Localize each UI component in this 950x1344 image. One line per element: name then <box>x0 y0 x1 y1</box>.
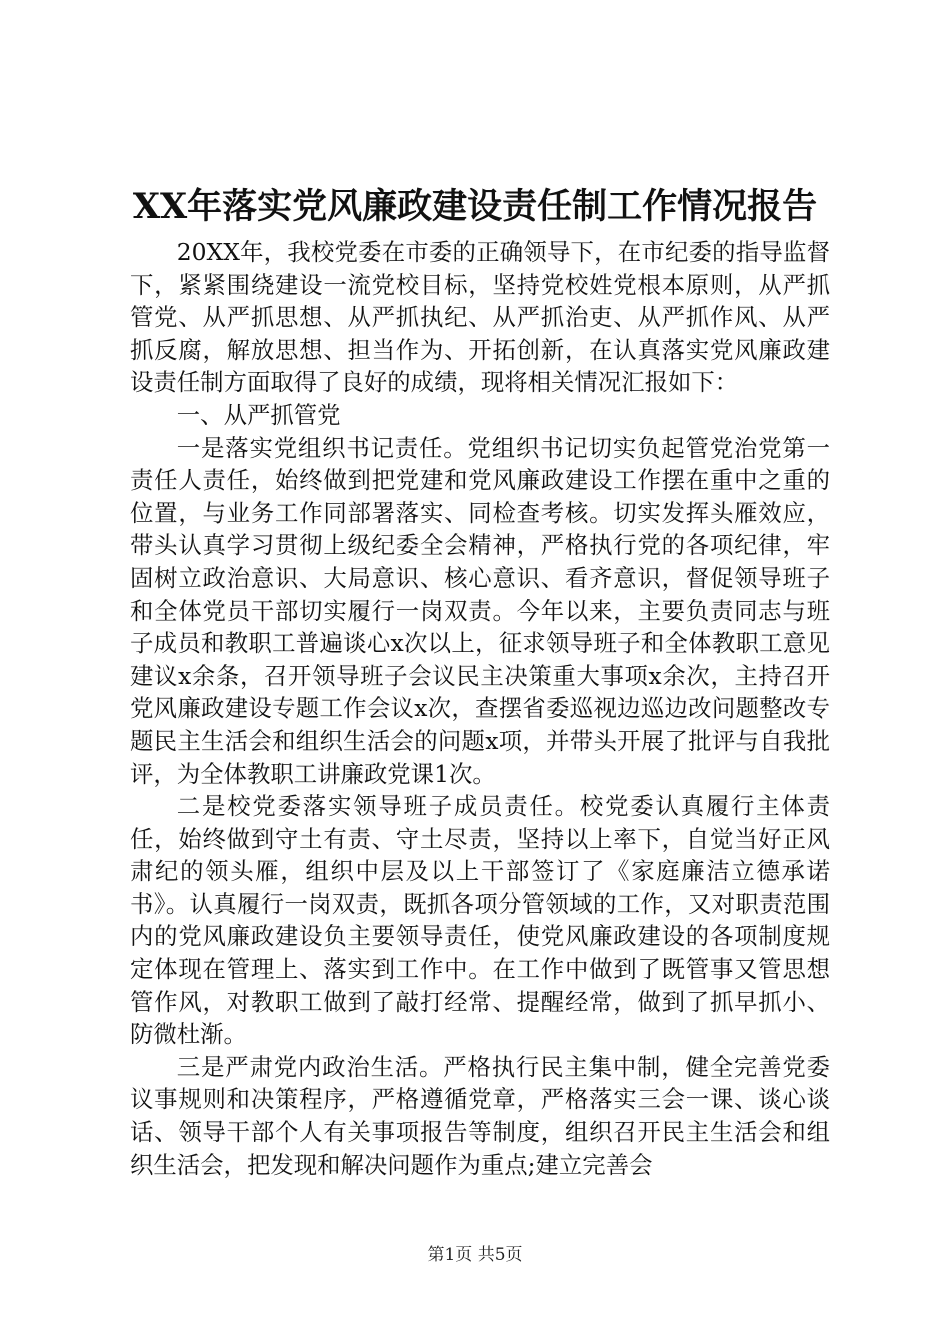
intro-paragraph: 20XX年，我校党委在市委的正确领导下，在市纪委的指导监督下，紧紧围绕建设一流党校目标，坚持党校姓党根本原则，从严抓管党、从严抓思想、从严抓执纪、从严抓治吏、从严抓作风、从严抓反腐，解放思想、担当作为、开拓创新，在认真落实党风廉政建设责任制方面取得了良好的成绩，现将相关情况汇报如下： <box>130 238 830 397</box>
body-paragraph: 三是严肃党内政治生活。严格执行民主集中制，健全完善党委议事规则和决策程序，严格遵循党章，严格落实三会一课、谈心谈话、领导干部个人有关事项报告等制度，组织召开民主生活会和组织生活会，把发现和解决问题作为重点;建立完善会 <box>130 1052 830 1179</box>
section-heading: 一、从严抓管党 <box>176 400 341 429</box>
page-number-footer: 第1页 共5页 <box>427 1245 523 1265</box>
document-title: XX年落实党风廉政建设责任制工作情况报告 <box>132 186 818 227</box>
body-paragraph: 二是校党委落实领导班子成员责任。校党委认真履行主体责任，始终做到守土有责、守土尽责，坚持以上率下，自觉当好正风肃纪的领头雁，组织中层及以上干部签订了《家庭廉洁立德承诺书》。认真履行一岗双责，既抓各项分管领域的工作，又对职责范围内的党风廉政建设负主要领导责任，使党风廉政建设的各项制度规定体现在管理上、落实到工作中。在工作中做到了既管事又管思想管作风，对教职工做到了敲打经常、提醒经常，做到了抓早抓小、防微杜渐。 <box>130 792 830 1049</box>
body-paragraph: 一是落实党组织书记责任。党组织书记切实负起管党治党第一责任人责任，始终做到把党建和党风廉政建设工作摆在重中之重的位置，与业务工作同部署落实、同检查考核。切实发挥头雁效应，带头认真学习贯彻上级纪委全会精神，严格执行党的各项纪律，牢固树立政治意识、大局意识、核心意识、看齐意识，督促领导班子和全体党员干部切实履行一岗双责。今年以来，主要负责同志与班子成员和教职工普遍谈心x次以上，征求领导班子和全体教职工意见建议x余条，召开领导班子会议民主决策重大事项x余次，主持召开党风廉政建设专题工作会议x次，查摆省委巡视边巡边改问题整改专题民主生活会和组织生活会的问题x项，并带头开展了批评与自我批评，为全体教职工讲廉政党课1次。 <box>130 433 830 788</box>
document-body <box>130 236 830 1181</box>
